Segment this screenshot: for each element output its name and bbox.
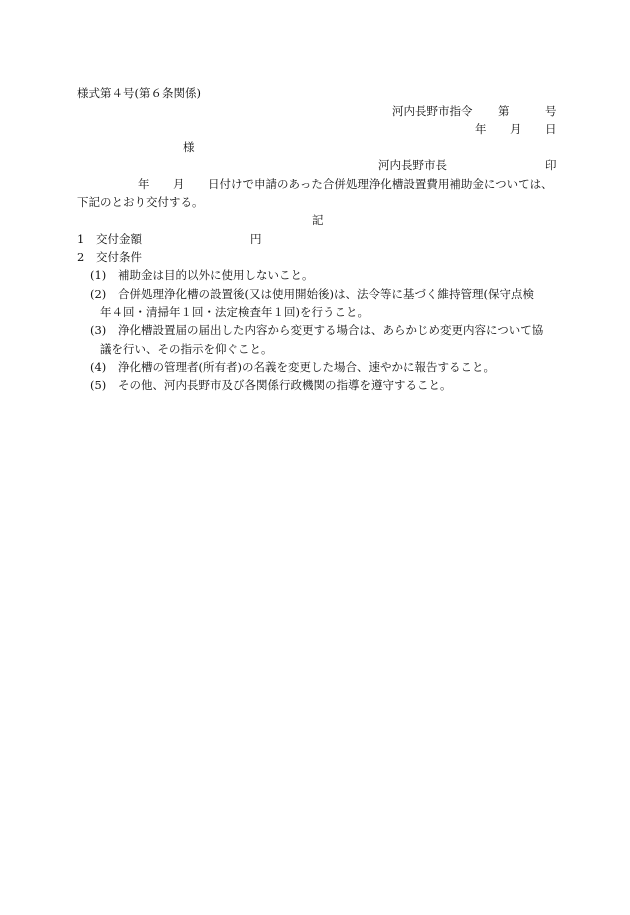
doc-number-dai: 第 [498,104,510,118]
condition-2-text: 合併処理浄化槽の設置後(又は使用開始後)は、法令等に基づく維持管理(保守点検 [118,287,534,301]
body-month: 月 [173,177,185,191]
condition-5-number: (5) [90,378,107,392]
condition-3-text-cont: 議を行い、その指示を仰ぐこと。 [100,342,273,356]
condition-2-text-cont: 年４回・清掃年１回・法定検査年１回)を行うこと。 [100,305,369,319]
body-text-line1: 日付けで申請のあった合併処理浄化槽設置費用補助金については、 [208,177,553,191]
item1-number: 1 [77,232,85,246]
form-title: 様式第４号(第６条関係) [77,86,201,100]
condition-1-text: 補助金は目的以外に使用しないこと。 [118,268,314,282]
date-month: 月 [510,122,522,136]
body-text-line2: 下記のとおり交付する。 [77,195,204,209]
item1-unit: 円 [250,232,262,246]
doc-number-prefix: 河内長野市指令 [392,104,473,118]
issuer-seal: 印 [545,158,557,172]
item1-label: 交付金額 [96,232,142,246]
condition-4-text: 浄化槽の管理者(所有者)の名義を変更した場合、速やかに報告すること。 [118,360,495,374]
condition-3-number: (3) [90,323,107,337]
condition-1-number: (1) [90,268,107,282]
ki-heading: 記 [312,213,324,227]
condition-3-text: 浄化槽設置届の届出した内容から変更する場合は、あらかじめ変更内容について協 [118,323,544,337]
item2-label: 交付条件 [96,250,142,264]
body-year: 年 [138,177,150,191]
doc-number-go: 号 [545,104,557,118]
date-day: 日 [545,122,557,136]
condition-2-number: (2) [90,287,107,301]
condition-4-number: (4) [90,360,107,374]
condition-5-text: その他、河内長野市及び各関係行政機関の指導を遵守すること。 [118,378,452,392]
issuer-name: 河内長野市長 [378,158,447,172]
addressee-sama: 様 [183,140,195,154]
date-year: 年 [475,122,487,136]
item2-number: 2 [77,250,85,264]
